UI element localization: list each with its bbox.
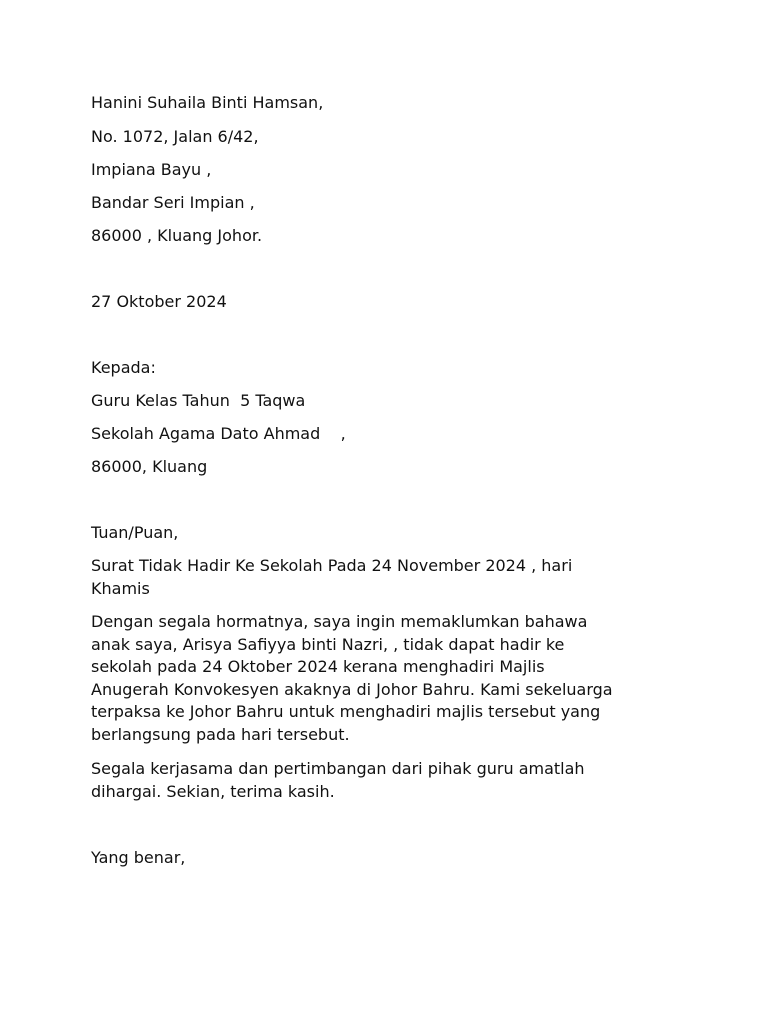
recipient-line-2: Sekolah Agama Dato Ahmad , — [91, 424, 346, 443]
letter-date: 27 Oktober 2024 — [91, 292, 227, 311]
body-paragraph-1: Dengan segala hormatnya, saya ingin memaklumkan bahawa anak saya, Arisya Safiyya binti Nazri, , tidak dapat hadir ke sekolah pada 24 Oktober 2024 kerana menghadiri Majlis Anugerah Konvokesyen akaknya di Johor Bahru. Kami sekeluarga terpaksa ke Johor Bahru untuk menghadiri majlis tersebut yang berlangsung pada hari tersebut. — [91, 612, 613, 744]
letter-page — [91, 0, 691, 1024]
letter-subject: Surat Tidak Hadir Ke Sekolah Pada 24 November 2024 , hari Khamis — [91, 556, 573, 598]
sender-address-line-1: No. 1072, Jalan 6/42, — [91, 127, 259, 146]
recipient-line-3: 86000, Kluang — [91, 457, 208, 476]
sender-address-line-4: 86000 , Kluang Johor. — [91, 226, 263, 245]
sender-address-line-3: Bandar Seri Impian , — [91, 193, 255, 212]
body-paragraph-2: Segala kerjasama dan pertimbangan dari pihak guru amatlah dihargai. Sekian, terima kasih. — [91, 759, 585, 801]
sender-name: Hanini Suhaila Binti Hamsan, — [91, 93, 324, 112]
closing: Yang benar, — [91, 848, 186, 867]
salutation: Tuan/Puan, — [91, 523, 179, 542]
recipient-label: Kepada: — [91, 358, 156, 377]
recipient-line-1: Guru Kelas Tahun 5 Taqwa — [91, 391, 306, 410]
sender-address-line-2: Impiana Bayu , — [91, 160, 212, 179]
